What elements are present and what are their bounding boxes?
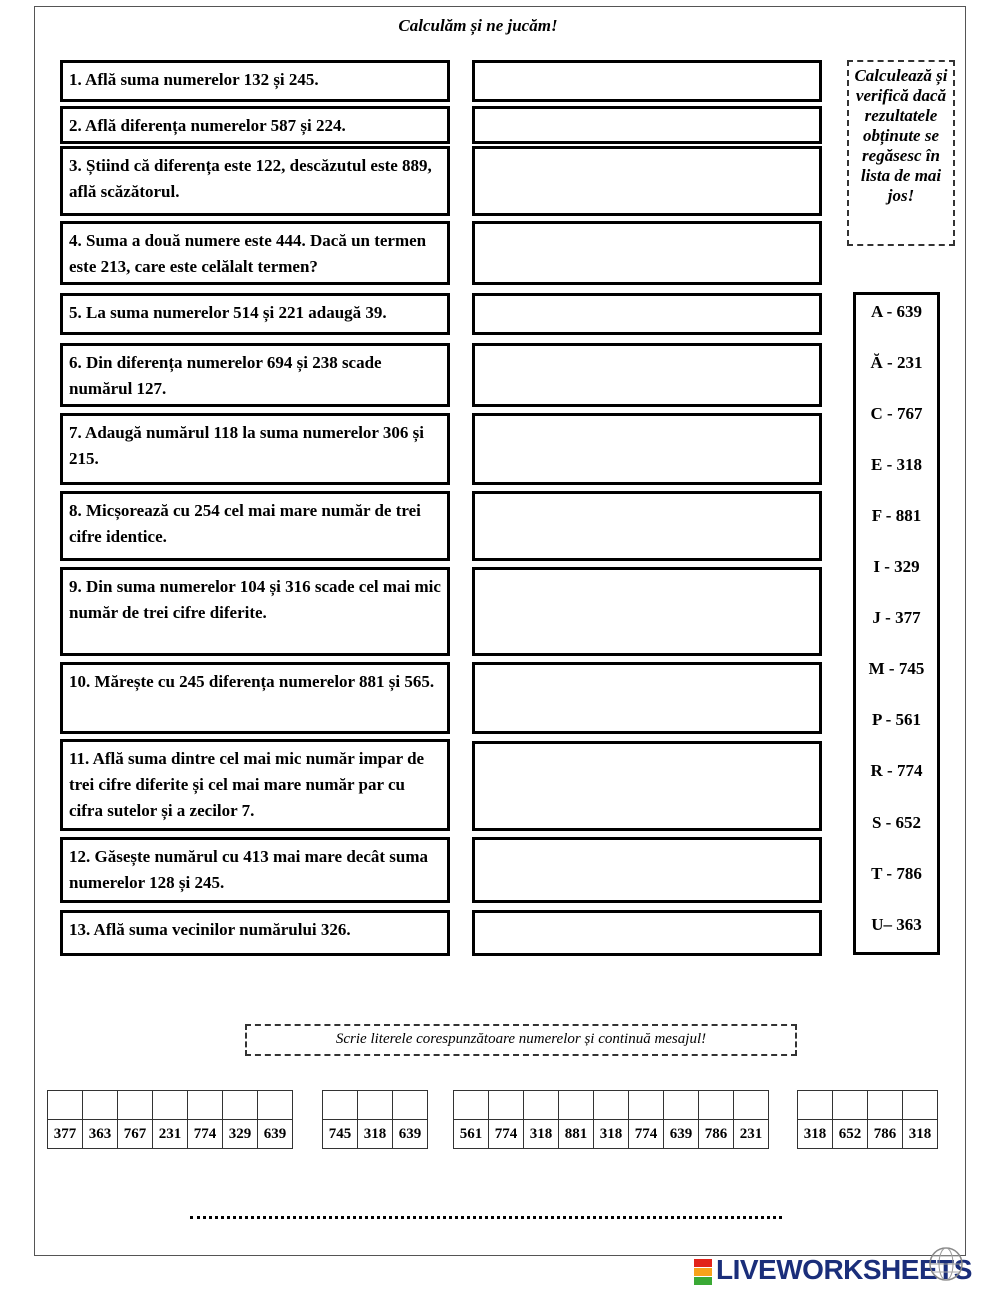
code-number: 652 [833, 1120, 868, 1149]
globe-icon [926, 1244, 966, 1284]
letter-cell[interactable] [188, 1091, 223, 1120]
code-number: 774 [629, 1120, 664, 1149]
letter-cell[interactable] [393, 1091, 428, 1120]
message-instruction: Scrie literele corespunzătoare numerelor și continuă mesajul! [245, 1024, 797, 1056]
code-number: 786 [699, 1120, 734, 1149]
code-number: 318 [524, 1120, 559, 1149]
code-number: 318 [798, 1120, 833, 1149]
answer-input-2[interactable] [472, 106, 822, 144]
code-number: 318 [594, 1120, 629, 1149]
letter-cell[interactable] [664, 1091, 699, 1120]
code-number: 639 [393, 1120, 428, 1149]
key-item: J - 377 [872, 608, 921, 627]
letter-cell[interactable] [48, 1091, 83, 1120]
key-item: R - 774 [870, 761, 923, 780]
logo-block-red [694, 1259, 712, 1267]
key-item: P - 561 [871, 710, 922, 729]
code-number: 881 [559, 1120, 594, 1149]
message-continuation-line [190, 1212, 782, 1219]
key-item: A - 639 [871, 302, 922, 321]
answer-input-7[interactable] [472, 413, 822, 485]
code-number: 329 [223, 1120, 258, 1149]
letter-cell[interactable] [454, 1091, 489, 1120]
page-title: Calculăm și ne jucăm! [398, 16, 558, 35]
answer-input-10[interactable] [472, 662, 822, 734]
key-item: C - 767 [870, 404, 923, 423]
liveworksheets-mark-icon [694, 1259, 712, 1285]
code-number: 231 [734, 1120, 769, 1149]
letter-cell[interactable] [118, 1091, 153, 1120]
letter-cell[interactable] [903, 1091, 938, 1120]
letter-cell[interactable] [489, 1091, 524, 1120]
key-item: Ă - 231 [870, 353, 923, 372]
question-5: 5. La suma numerelor 514 și 221 adaugă 39. [60, 293, 450, 335]
question-3: 3. Știind că diferența este 122, descăzutul este 889, află scăzătorul. [60, 146, 450, 216]
logo-block-orange [694, 1268, 712, 1276]
answer-input-3[interactable] [472, 146, 822, 216]
letter-cell[interactable] [868, 1091, 903, 1120]
answer-input-8[interactable] [472, 491, 822, 561]
logo-text: LIVEWORKSHEETS [716, 1254, 972, 1285]
question-11: 11. Află suma dintre cel mai mic număr impar de trei cifre diferite și cel mai mare număr par cu cifra sutelor și a zecilor 7. [60, 739, 450, 831]
key-item: E - 318 [871, 455, 922, 474]
code-number: 774 [489, 1120, 524, 1149]
answer-input-13[interactable] [472, 910, 822, 956]
question-10: 10. Mărește cu 245 diferența numerelor 881 și 565. [60, 662, 450, 734]
code-number: 767 [118, 1120, 153, 1149]
key-item: F - 881 [871, 506, 922, 525]
key-item: I - 329 [873, 557, 920, 576]
letter-cell[interactable] [524, 1091, 559, 1120]
code-number: 786 [868, 1120, 903, 1149]
code-group-3 [453, 1090, 769, 1149]
answer-input-1[interactable] [472, 60, 822, 102]
code-number: 561 [454, 1120, 489, 1149]
answer-input-11[interactable] [472, 741, 822, 831]
code-number: 231 [153, 1120, 188, 1149]
code-number: 363 [83, 1120, 118, 1149]
key-item: U– 363 [871, 915, 922, 934]
code-number: 318 [358, 1120, 393, 1149]
answer-input-9[interactable] [472, 567, 822, 656]
letter-cell[interactable] [323, 1091, 358, 1120]
key-item: T - 786 [871, 864, 922, 883]
key-item: M - 745 [868, 659, 925, 678]
letter-cell[interactable] [258, 1091, 293, 1120]
question-12: 12. Găsește numărul cu 413 mai mare decât suma numerelor 128 și 245. [60, 837, 450, 903]
instruction-note: Calculează și verifică dacă rezultatele obținute se regăsesc în lista de mai jos! [847, 60, 955, 246]
logo-block-green [694, 1277, 712, 1285]
code-group-4 [797, 1090, 938, 1149]
answer-input-12[interactable] [472, 837, 822, 903]
letter-cell[interactable] [153, 1091, 188, 1120]
letter-cell[interactable] [594, 1091, 629, 1120]
code-number: 639 [258, 1120, 293, 1149]
question-9: 9. Din suma numerelor 104 și 316 scade cel mai mic număr de trei cifre diferite. [60, 567, 450, 656]
answer-input-6[interactable] [472, 343, 822, 407]
question-2: 2. Află diferența numerelor 587 și 224. [60, 106, 450, 144]
letter-cell[interactable] [83, 1091, 118, 1120]
code-number: 318 [903, 1120, 938, 1149]
letter-cell[interactable] [833, 1091, 868, 1120]
letter-cell[interactable] [629, 1091, 664, 1120]
question-6: 6. Din diferența numerelor 694 și 238 scade numărul 127. [60, 343, 450, 407]
letter-cell[interactable] [358, 1091, 393, 1120]
code-number: 377 [48, 1120, 83, 1149]
code-number: 639 [664, 1120, 699, 1149]
code-group-1 [47, 1090, 293, 1149]
letter-key [853, 292, 940, 955]
letter-cell[interactable] [734, 1091, 769, 1120]
code-number: 745 [323, 1120, 358, 1149]
letter-cell[interactable] [798, 1091, 833, 1120]
question-1: 1. Află suma numerelor 132 și 245. [60, 60, 450, 102]
answer-input-4[interactable] [472, 221, 822, 285]
question-7: 7. Adaugă numărul 118 la suma numerelor 306 și 215. [60, 413, 450, 485]
letter-cell[interactable] [699, 1091, 734, 1120]
answer-input-5[interactable] [472, 293, 822, 335]
letter-cell[interactable] [223, 1091, 258, 1120]
key-item: S - 652 [871, 813, 922, 832]
letter-cell[interactable] [559, 1091, 594, 1120]
code-number: 774 [188, 1120, 223, 1149]
question-4: 4. Suma a două numere este 444. Dacă un termen este 213, care este celălalt termen? [60, 221, 450, 285]
code-group-2 [322, 1090, 428, 1149]
question-8: 8. Micșorează cu 254 cel mai mare număr de trei cifre identice. [60, 491, 450, 561]
question-13: 13. Află suma vecinilor numărului 326. [60, 910, 450, 956]
